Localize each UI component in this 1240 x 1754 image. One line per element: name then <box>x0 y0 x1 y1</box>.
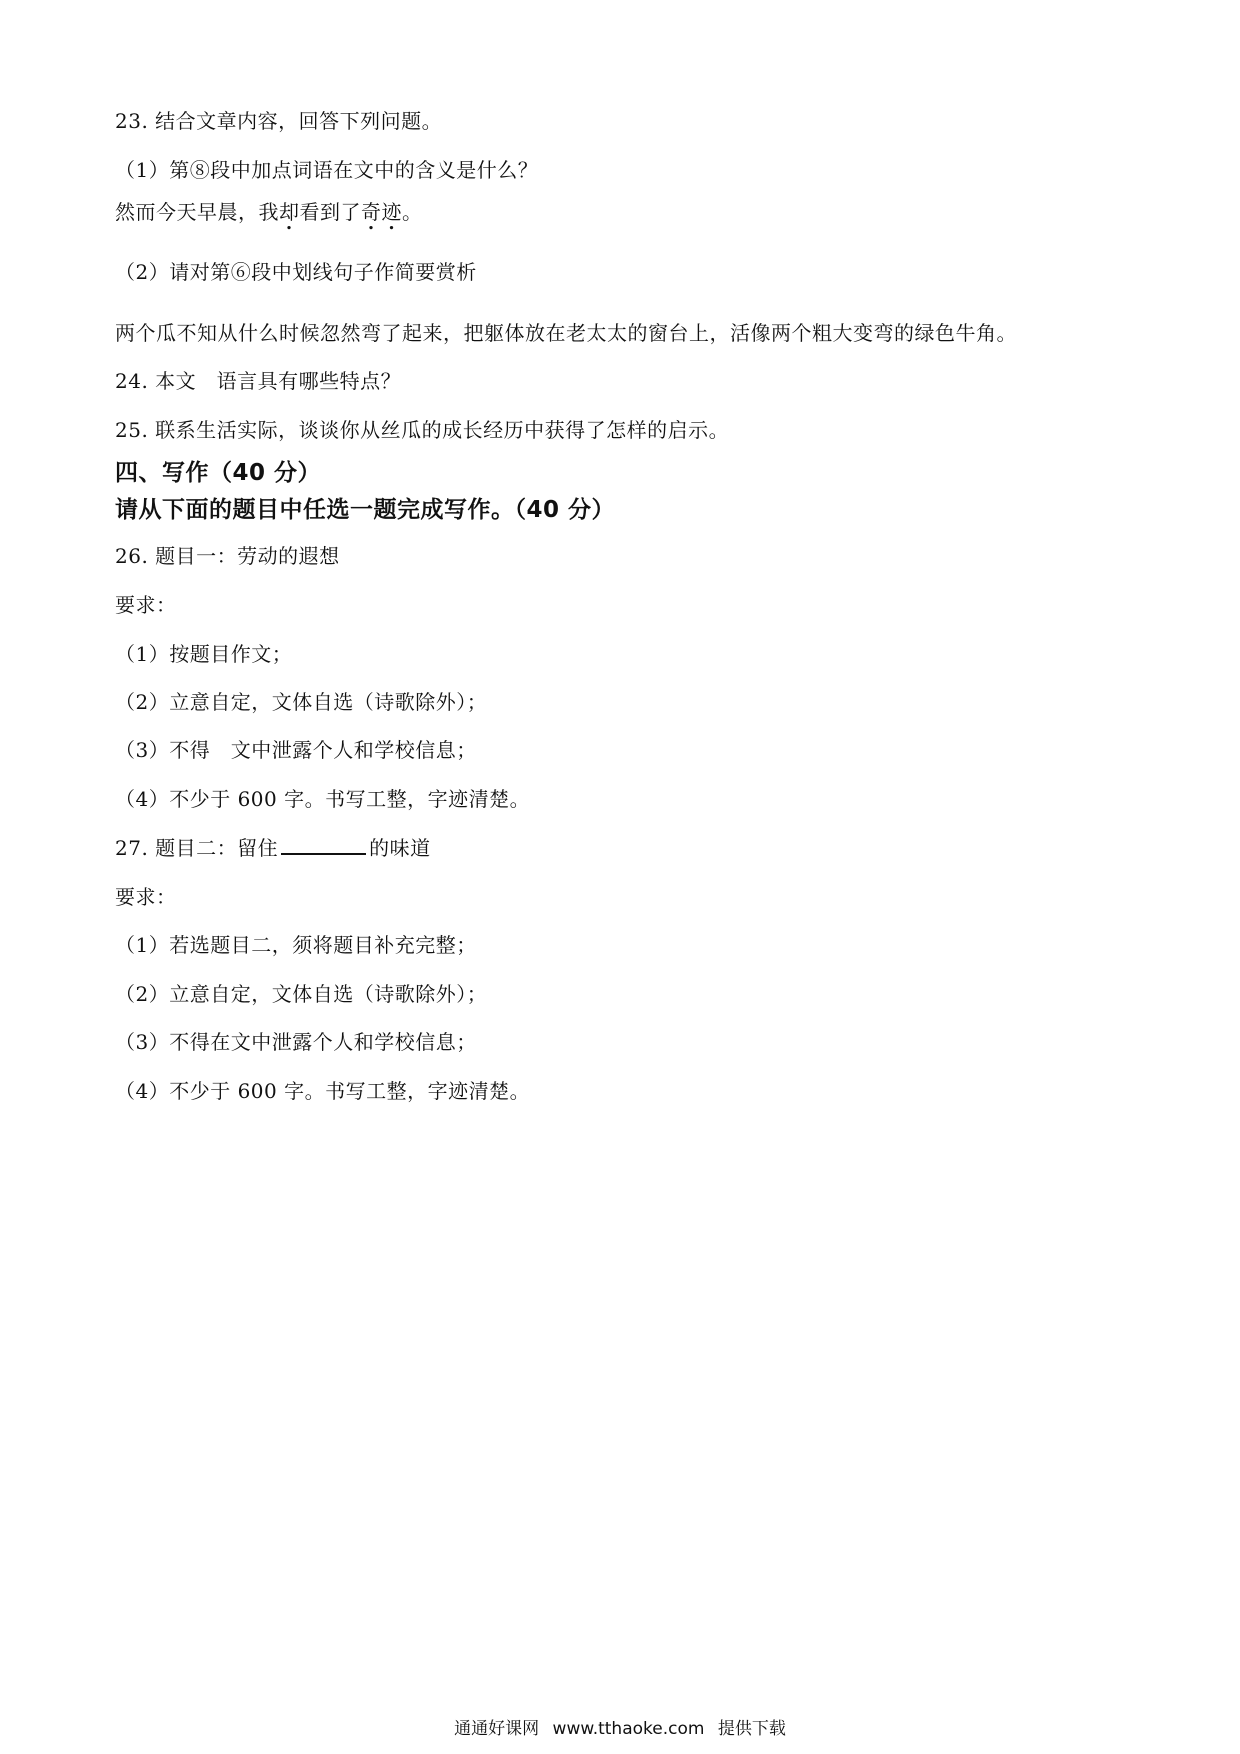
q24: 24. 本文 语言具有哪些特点？ <box>115 369 402 393</box>
section4-instruction: 请从下面的题目中任选一题完成写作。（40 分） <box>115 497 616 523</box>
q27-req-3: （3）不得在文中泄露个人和学校信息； <box>115 1030 477 1054</box>
q23-sub1-quote <box>115 199 423 225</box>
q23-stem: 23. 结合文章内容，回答下列问题。 <box>115 109 443 133</box>
q26-req-4: （4）不少于 600 字。书写工整，字迹清楚。 <box>115 787 531 811</box>
q27-req-4: （4）不少于 600 字。书写工整，字迹清楚。 <box>115 1079 531 1103</box>
footer-site-name: 通通好课网 <box>454 1719 540 1739</box>
q27-req-1: （1）若选题目二，须将题目补充完整； <box>115 933 477 957</box>
q23-sub1: （1）第⑧段中加点词语在文中的含义是什么？ <box>115 158 539 182</box>
q23-sub2-quote: 两个瓜不知从什么时候忽然弯了起来，把躯体放在老太太的窗台上，活像两个粗大变弯的绿色牛角。 <box>115 321 1017 345</box>
q27-title-prefix: 27. 题目二：留住 <box>115 836 279 860</box>
page-footer <box>0 1718 1240 1740</box>
footer-url[interactable]: www.tthaoke.com <box>552 1719 705 1739</box>
q27-req-label: 要求： <box>115 885 177 909</box>
quote-prefix: 然而今天早晨，我 <box>115 200 279 224</box>
q26-title: 26. 题目一：劳动的遐想 <box>115 544 340 568</box>
q25: 25. 联系生活实际，谈谈你从丝瓜的成长经历中获得了怎样的启示。 <box>115 418 730 442</box>
section4-title: 四、写作（40 分） <box>115 460 322 486</box>
quote-mid: 看到了 <box>299 200 361 224</box>
footer-suffix: 提供下载 <box>717 1719 786 1739</box>
q27-title <box>115 835 431 861</box>
dotted-char-que: 却 <box>279 200 300 224</box>
quote-end: 。 <box>402 200 423 224</box>
q27-req-2: （2）立意自定，文体自选（诗歌除外）； <box>115 982 488 1006</box>
q26-req-3: （3）不得 文中泄露个人和学校信息； <box>115 738 477 762</box>
q26-req-2: （2）立意自定，文体自选（诗歌除外）； <box>115 690 488 714</box>
q27-title-suffix: 的味道 <box>369 836 431 860</box>
q26-req-label: 要求： <box>115 593 177 617</box>
fill-in-blank <box>281 835 366 855</box>
dotted-char-qi: 奇 <box>361 200 382 224</box>
q23-sub2: （2）请对第⑥段中划线句子作简要赏析 <box>115 260 477 284</box>
q26-req-1: （1）按题目作文； <box>115 642 293 666</box>
dotted-char-ji: 迹 <box>381 200 402 224</box>
